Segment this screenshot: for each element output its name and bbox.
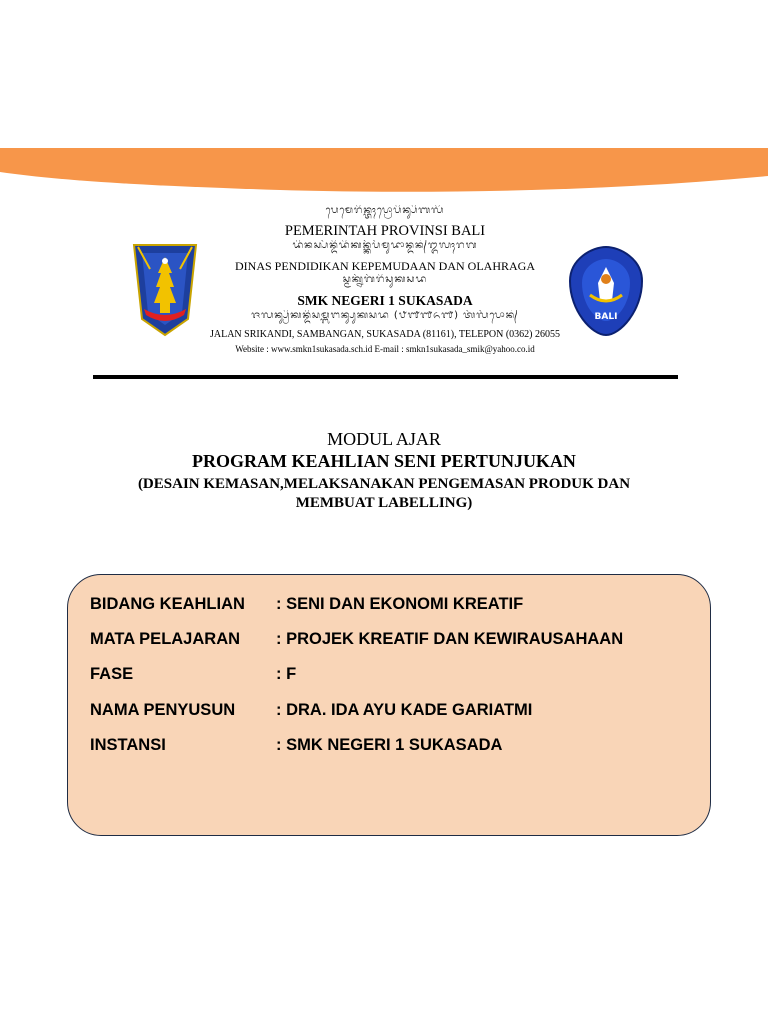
letterhead <box>0 195 768 385</box>
school-contact: Website : www.smkn1sukasada.sch.id E-mail : smkn1sukasada_smik@yahoo.co.id <box>235 343 535 354</box>
bali-province-emblem <box>130 239 200 337</box>
info-value: : F <box>276 665 297 683</box>
info-label: MATA PELAJARAN <box>90 630 241 648</box>
title-line-2: PROGRAM KEAHLIAN SENI PERTUNJUKAN <box>192 451 576 471</box>
school-address: JALAN SRIKANDI, SAMBANGAN, SUKASADA (81161), TELEPON (0362) 26055 <box>209 329 560 340</box>
module-info-box <box>67 574 711 836</box>
balinese-script-address: ᬚᬮᬦ᭄ᬲ᭄ᬭᬶᬓᬦ᭄ᬤᬶᬲᬫ᭄ᬩᬗᬦ᭄ᬲᬸᬓᬲᬤ (᭘᭑᭑᭖᭑) ᬢᭂᬮᭂᬧᭀᬦ᭄ <box>251 310 519 321</box>
info-value: : DRA. IDA AYU KADE GARIATMI <box>276 701 533 719</box>
province-name: PEMERINTAH PROVINSI BALI <box>284 223 486 239</box>
orange-header-band <box>0 0 768 200</box>
title-line-3: (DESAIN KEMASAN,MELAKSANAKAN PENGEMASAN PRODUK DAN <box>137 476 631 492</box>
info-value: : SENI DAN EKONOMI KREATIF <box>276 595 524 613</box>
info-row-bidang-keahlian <box>90 595 523 614</box>
info-label: FASE <box>90 665 134 683</box>
info-row-fase <box>90 665 296 684</box>
info-row-instansi <box>90 736 502 755</box>
info-row-nama-penyusun <box>90 701 532 720</box>
balinese-script-province: ᬧᬾᬫᬾᬭᬶᬦ᭄ᬢᬄᬧ᭄ᬭᭀᬧᬶᬦ᭄ᬲᬶᬩᬮᬶ <box>325 205 445 216</box>
title-line-4: MEMBUAT LABELLING) <box>295 495 473 511</box>
school-emblem <box>568 245 644 337</box>
info-value: : PROJEK KREATIF DAN KEWIRAUSAHAAN <box>276 630 624 648</box>
info-label: INSTANSI <box>90 736 166 754</box>
department-name: DINAS PENDIDIKAN KEPEMUDAAN DAN OLAHRAGA <box>235 259 535 274</box>
balinese-script-department: ᬤᬶᬦᬲ᭄ᬧᭂᬦ᭄ᬤᬶᬤᬶᬓᬦ᭄ᬓᭂᬧᭂᬫᬸᬤᬵᬦ᭄ᬤᬦ᭄ᬑᬮᬄᬭᬕ <box>292 240 478 252</box>
info-label: NAMA PENYUSUN <box>90 701 236 719</box>
balinese-script-school: ᬲ᭄ᬫᬓ᭄ᬦᭂᬕᭂᬭᬶᬲᬸᬓᬲᬤ <box>342 274 428 286</box>
document-title <box>60 428 708 513</box>
title-line-1: MODUL AJAR <box>327 429 441 449</box>
info-row-mata-pelajaran <box>90 630 623 649</box>
letterhead-rule <box>93 375 678 379</box>
school-emblem-text: BALI <box>594 312 618 322</box>
school-name: SMK NEGERI 1 SUKASADA <box>297 293 473 309</box>
info-label: BIDANG KEAHLIAN <box>90 595 245 613</box>
info-value: : SMK NEGERI 1 SUKASADA <box>276 736 503 754</box>
